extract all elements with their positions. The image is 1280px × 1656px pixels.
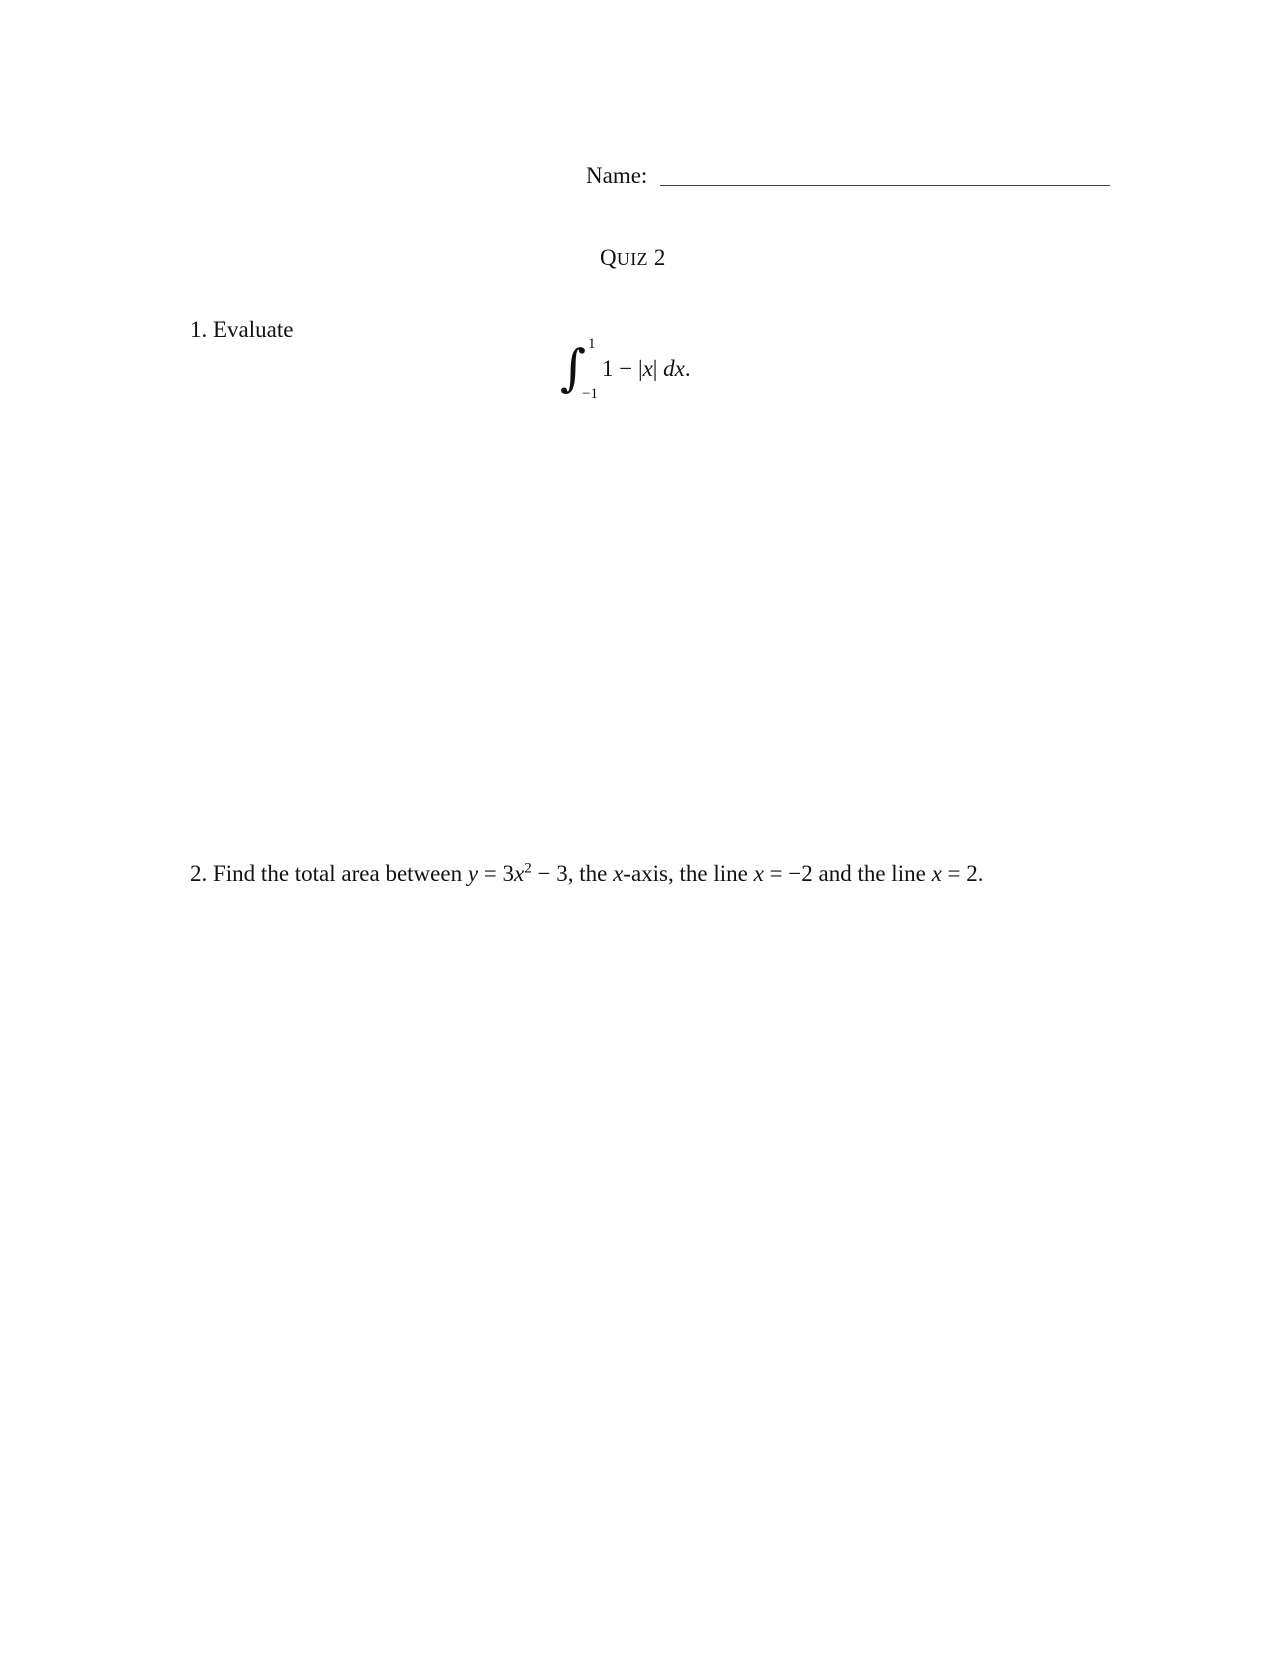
- integrand-part: |: [652, 356, 664, 381]
- math-var-x: x: [753, 861, 764, 886]
- name-label: Name:: [586, 163, 648, 188]
- problem-1: [190, 316, 293, 344]
- name-field-label: [586, 162, 647, 190]
- quiz-title-rest: UIZ: [616, 249, 648, 269]
- quiz-title-number: 2: [653, 245, 666, 270]
- problem-2-text: = −2 and the line: [763, 861, 932, 886]
- problem-2-number: 2.: [190, 861, 208, 886]
- problem-2: [190, 860, 984, 888]
- integrand-period: .: [684, 356, 691, 381]
- problem-2-text: = 2.: [941, 861, 984, 886]
- math-var-y: y: [467, 861, 479, 886]
- quiz-title-first: Q: [600, 245, 617, 270]
- problem-2-text: -axis, the line: [623, 861, 754, 886]
- math-var-x: x: [613, 861, 624, 886]
- integrand-part: 1 − |: [602, 356, 643, 381]
- problem-2-text: Find the total area between: [213, 861, 468, 886]
- math-var-x: x: [514, 861, 525, 886]
- integral-upper-limit: 1: [588, 336, 596, 352]
- integral-expression: [560, 338, 740, 408]
- integrand-variable: x: [642, 356, 653, 381]
- math-exponent: 2: [524, 860, 532, 877]
- integral-sign: ∫: [560, 339, 587, 397]
- problem-1-number: 1.: [190, 317, 208, 342]
- quiz-title: [600, 244, 666, 273]
- math-var-x: x: [931, 861, 942, 886]
- differential: dx: [663, 356, 685, 381]
- problem-2-text: − 3, the: [531, 861, 614, 886]
- integral-lower-limit: −1: [582, 386, 598, 402]
- integrand: [602, 356, 691, 382]
- math-eq: = 3: [478, 861, 515, 886]
- name-blank-line: [660, 185, 1110, 186]
- problem-1-text: Evaluate: [213, 317, 294, 342]
